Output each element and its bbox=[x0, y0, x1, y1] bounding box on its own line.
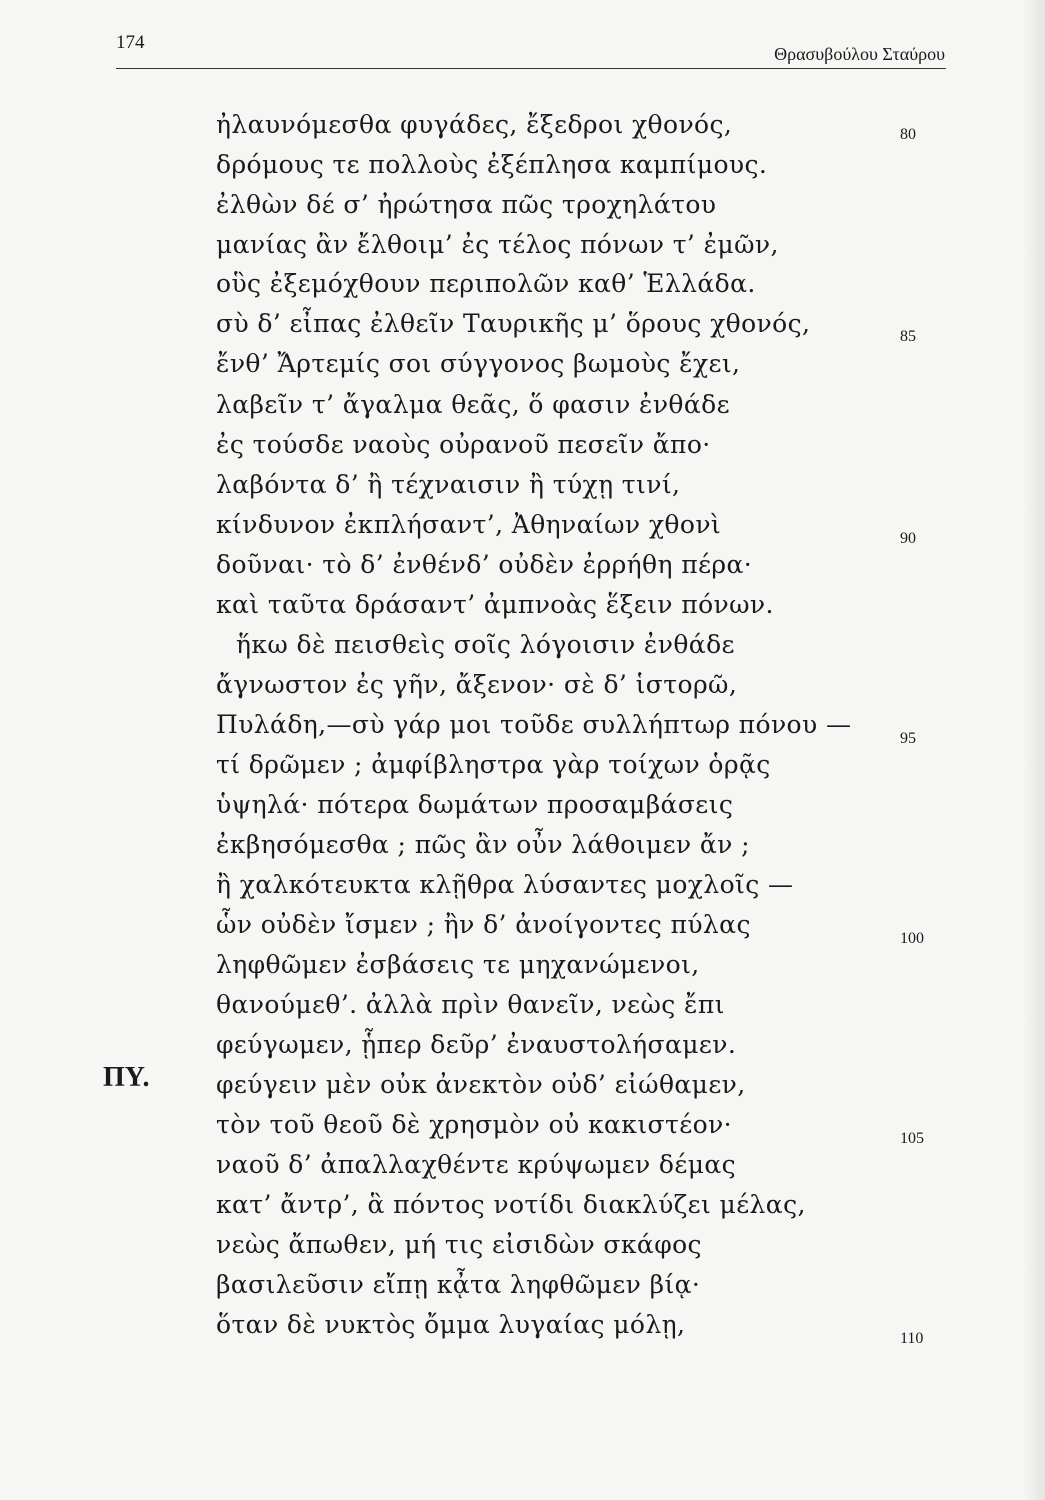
verse-line: ἐς τούσδε ναοὺς οὐρανοῦ πεσεῖν ἄπο· bbox=[216, 430, 711, 459]
verse-line: ὧν οὐδὲν ἴσμεν ; ἢν δ’ ἀνοίγοντες πύλας bbox=[216, 910, 751, 939]
verse-line: θανούμεθ’. ἀλλὰ πρὶν θανεῖν, νεὼς ἔπι bbox=[216, 990, 725, 1019]
line-number: 100 bbox=[900, 930, 924, 947]
verse-line: ἢ χαλκότευκτα κλῇθρα λύσαντες μοχλοῖς — bbox=[216, 870, 794, 899]
line-number: 80 bbox=[900, 126, 916, 143]
verse-line: δρόμους τε πολλοὺς ἐξέπλησα καμπίμους. bbox=[216, 150, 768, 179]
verse-line: ἄγνωστον ἐς γῆν, ἄξενον· σὲ δ’ ἱστορῶ, bbox=[216, 670, 738, 699]
verse-line: τὸν τοῦ θεοῦ δὲ χρησμὸν οὐ κακιστέον· bbox=[216, 1110, 732, 1139]
verse-line: κίνδυνον ἐκπλήσαντ’, Ἀθηναίων χθονὶ bbox=[216, 510, 722, 539]
verse-line: τί δρῶμεν ; ἀμφίβληστρα γὰρ τοίχων ὁρᾷς bbox=[216, 750, 771, 779]
verse-line: φεύγωμεν, ᾗπερ δεῦρ’ ἐναυστολήσαμεν. bbox=[216, 1030, 737, 1059]
line-number: 95 bbox=[900, 730, 916, 747]
line-number: 90 bbox=[900, 530, 916, 547]
verse-line: ἐλθὼν δέ σ’ ἠρώτησα πῶς τροχηλάτου bbox=[216, 190, 717, 219]
verse-line: δοῦναι· τὸ δ’ ἐνθένδ’ οὐδὲν ἐρρήθη πέρα· bbox=[216, 550, 753, 579]
verse-line: ὑψηλά· πότερα δωμάτων προσαμβάσεις bbox=[216, 790, 734, 819]
running-head: Θρασυβούλου Σταύρου bbox=[774, 44, 945, 64]
verse-line: βασιλεῦσιν εἴπῃ κᾆτα ληφθῶμεν βίᾳ· bbox=[216, 1270, 701, 1299]
verse-line: φεύγειν μὲν οὐκ ἀνεκτὸν οὐδ’ εἰώθαμεν, bbox=[216, 1070, 746, 1099]
verse-line: ἠλαυνόμεσθα φυγάδες, ἔξεδροι χθονός, bbox=[216, 110, 733, 139]
verse-line: νεὼς ἄπωθεν, μή τις εἰσιδὼν σκάφος bbox=[216, 1230, 702, 1259]
verse-line: καὶ ταῦτα δράσαντ’ ἀμπνοὰς ἕξειν πόνων. bbox=[216, 590, 774, 619]
page-edge bbox=[1023, 0, 1045, 1500]
verse-line: ὅταν δὲ νυκτὸς ὄμμα λυγαίας μόλῃ, bbox=[216, 1310, 686, 1339]
line-number: 105 bbox=[900, 1130, 924, 1147]
line-number: 85 bbox=[900, 328, 916, 345]
header-rule bbox=[116, 68, 946, 69]
verse-line: σὺ δ’ εἶπας ἐλθεῖν Ταυρικῆς μ’ ὅρους χθονός, bbox=[216, 309, 811, 338]
verse-line: κατ’ ἄντρ’, ἃ πόντος νοτίδι διακλύζει μέλας, bbox=[216, 1190, 806, 1219]
verse-line: οὓς ἐξεμόχθουν περιπολῶν καθ’ Ἑλλάδα. bbox=[216, 269, 756, 298]
verse-line: ἥκω δὲ πεισθεὶς σοῖς λόγοισιν ἐνθάδε bbox=[236, 630, 735, 659]
speaker-label: ΠΥ. bbox=[103, 1062, 150, 1093]
verse-line: ἔνθ’ Ἄρτεμίς σοι σύγγονος βωμοὺς ἔχει, bbox=[216, 349, 741, 378]
verse-line: ληφθῶμεν ἐσβάσεις τε μηχανώμενοι, bbox=[216, 950, 700, 979]
verse-line: Πυλάδη,—σὺ γάρ μοι τοῦδε συλλήπτωρ πόνου — bbox=[216, 710, 852, 739]
verse-line: λαβόντα δ’ ἢ τέχναισιν ἢ τύχῃ τινί, bbox=[216, 470, 681, 499]
verse-line: ἐκβησόμεσθα ; πῶς ἂν οὖν λάθοιμεν ἄν ; bbox=[216, 830, 750, 859]
verse-line: λαβεῖν τ’ ἄγαλμα θεᾶς, ὅ φασιν ἐνθάδε bbox=[216, 390, 730, 419]
verse-line: μανίας ἂν ἔλθοιμ’ ἐς τέλος πόνων τ’ ἐμῶν, bbox=[216, 230, 779, 259]
verse-line: ναοῦ δ’ ἀπαλλαχθέντε κρύψωμεν δέμας bbox=[216, 1150, 737, 1179]
page-number: 174 bbox=[116, 32, 145, 53]
line-number: 110 bbox=[900, 1330, 924, 1347]
